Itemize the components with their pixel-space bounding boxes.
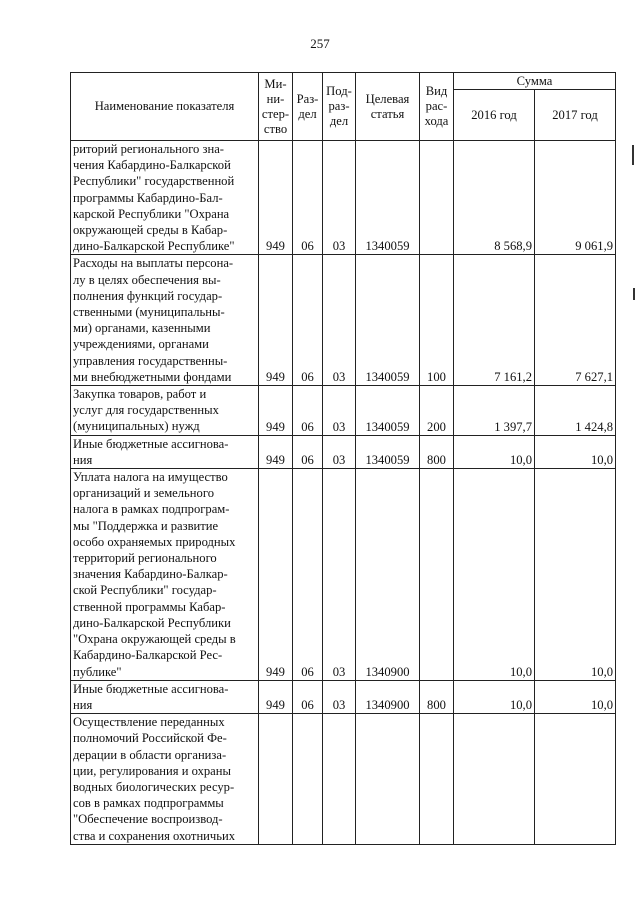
row-sum-2016: 10,0 — [454, 680, 535, 713]
row-subsection: 03 — [323, 386, 356, 436]
table-row — [71, 469, 616, 681]
row-section: 06 — [293, 680, 323, 713]
row-target — [356, 714, 420, 845]
row-name: Иные бюджетные ассигнова- ния — [71, 435, 259, 468]
row-target: 1340059 — [356, 435, 420, 468]
row-expense-type: 100 — [420, 255, 454, 386]
row-subsection: 03 — [323, 435, 356, 468]
scan-mark — [632, 145, 634, 165]
row-name: Иные бюджетные ассигнова- ния — [71, 680, 259, 713]
header-subsection: Под- раз- дел — [323, 73, 356, 141]
header-target: Целевая статья — [356, 73, 420, 141]
row-ministry: 949 — [259, 141, 293, 255]
row-section: 06 — [293, 141, 323, 255]
row-expense-type — [420, 714, 454, 845]
row-subsection: 03 — [323, 469, 356, 681]
row-ministry: 949 — [259, 469, 293, 681]
row-name: Закупка товаров, работ и услуг для государственных (муниципальных) нужд — [71, 386, 259, 436]
page-number: 257 — [310, 36, 330, 51]
header-expense-type: Вид рас- хода — [420, 73, 454, 141]
row-target: 1340059 — [356, 255, 420, 386]
row-expense-type: 800 — [420, 680, 454, 713]
row-sum-2017: 10,0 — [535, 469, 616, 681]
budget-table — [70, 72, 616, 845]
row-sum-2017 — [535, 714, 616, 845]
row-subsection — [323, 714, 356, 845]
table-row — [71, 255, 616, 386]
row-target: 1340900 — [356, 469, 420, 681]
row-target: 1340059 — [356, 386, 420, 436]
row-sum-2016: 1 397,7 — [454, 386, 535, 436]
row-sum-2017: 1 424,8 — [535, 386, 616, 436]
table-row — [71, 386, 616, 436]
row-sum-2017: 9 061,9 — [535, 141, 616, 255]
header-ministry: Ми- ни- стер- ство — [259, 73, 293, 141]
row-name: риторий регионального зна- чения Кабардино-Балкарской Республики" государственной программы Кабардино-Бал- карской Республики "Охрана окружающей среды в Кабар- дино-Балкарской Республике" — [71, 141, 259, 255]
row-section: 06 — [293, 435, 323, 468]
row-ministry: 949 — [259, 255, 293, 386]
table-row — [71, 680, 616, 713]
row-sum-2016 — [454, 714, 535, 845]
row-name: Расходы на выплаты персона- лу в целях обеспечения вы- полнения функций государ- ственными (муниципальны- ми) органами, казенными учреждениями, органами управления государственны- ми внебюджетными фондами — [71, 255, 259, 386]
row-sum-2016: 10,0 — [454, 435, 535, 468]
row-section: 06 — [293, 386, 323, 436]
row-ministry: 949 — [259, 435, 293, 468]
header-year-2016: 2016 год — [454, 90, 535, 141]
row-name: Осуществление переданных полномочий Российской Фе- дерации в области организа- ции, регулирования и охраны водных биологических ресур- сов в рамках подпрограммы "Обеспечение воспроизвод- ства и сохранения охотничьих — [71, 714, 259, 845]
row-subsection: 03 — [323, 141, 356, 255]
row-expense-type — [420, 469, 454, 681]
row-sum-2017: 10,0 — [535, 435, 616, 468]
header-year-2017: 2017 год — [535, 90, 616, 141]
row-sum-2017: 10,0 — [535, 680, 616, 713]
scan-mark — [633, 288, 635, 300]
row-ministry: 949 — [259, 386, 293, 436]
header-name: Наименование показателя — [71, 73, 259, 141]
row-subsection: 03 — [323, 680, 356, 713]
header-section: Раз- дел — [293, 73, 323, 141]
row-section: 06 — [293, 255, 323, 386]
table-row — [71, 141, 616, 255]
row-expense-type: 200 — [420, 386, 454, 436]
row-sum-2016: 7 161,2 — [454, 255, 535, 386]
row-expense-type: 800 — [420, 435, 454, 468]
row-sum-2017: 7 627,1 — [535, 255, 616, 386]
row-subsection: 03 — [323, 255, 356, 386]
row-target: 1340059 — [356, 141, 420, 255]
row-expense-type — [420, 141, 454, 255]
row-sum-2016: 10,0 — [454, 469, 535, 681]
row-section — [293, 714, 323, 845]
row-sum-2016: 8 568,9 — [454, 141, 535, 255]
row-section: 06 — [293, 469, 323, 681]
table-row — [71, 435, 616, 468]
row-ministry: 949 — [259, 680, 293, 713]
row-name: Уплата налога на имущество организаций и земельного налога в рамках подпрограм- мы "Поддержка и развитие особо охраняемых природных территорий регионального значения Кабардино-Балкар- ской Республики" государ- ственной программы Кабар- дино-Балкарской Республики "Охрана окружающей среды в Кабардино-Балкарской Рес- публике" — [71, 469, 259, 681]
row-target: 1340900 — [356, 680, 420, 713]
row-ministry — [259, 714, 293, 845]
header-sum: Сумма — [454, 73, 616, 90]
table-row — [71, 714, 616, 845]
